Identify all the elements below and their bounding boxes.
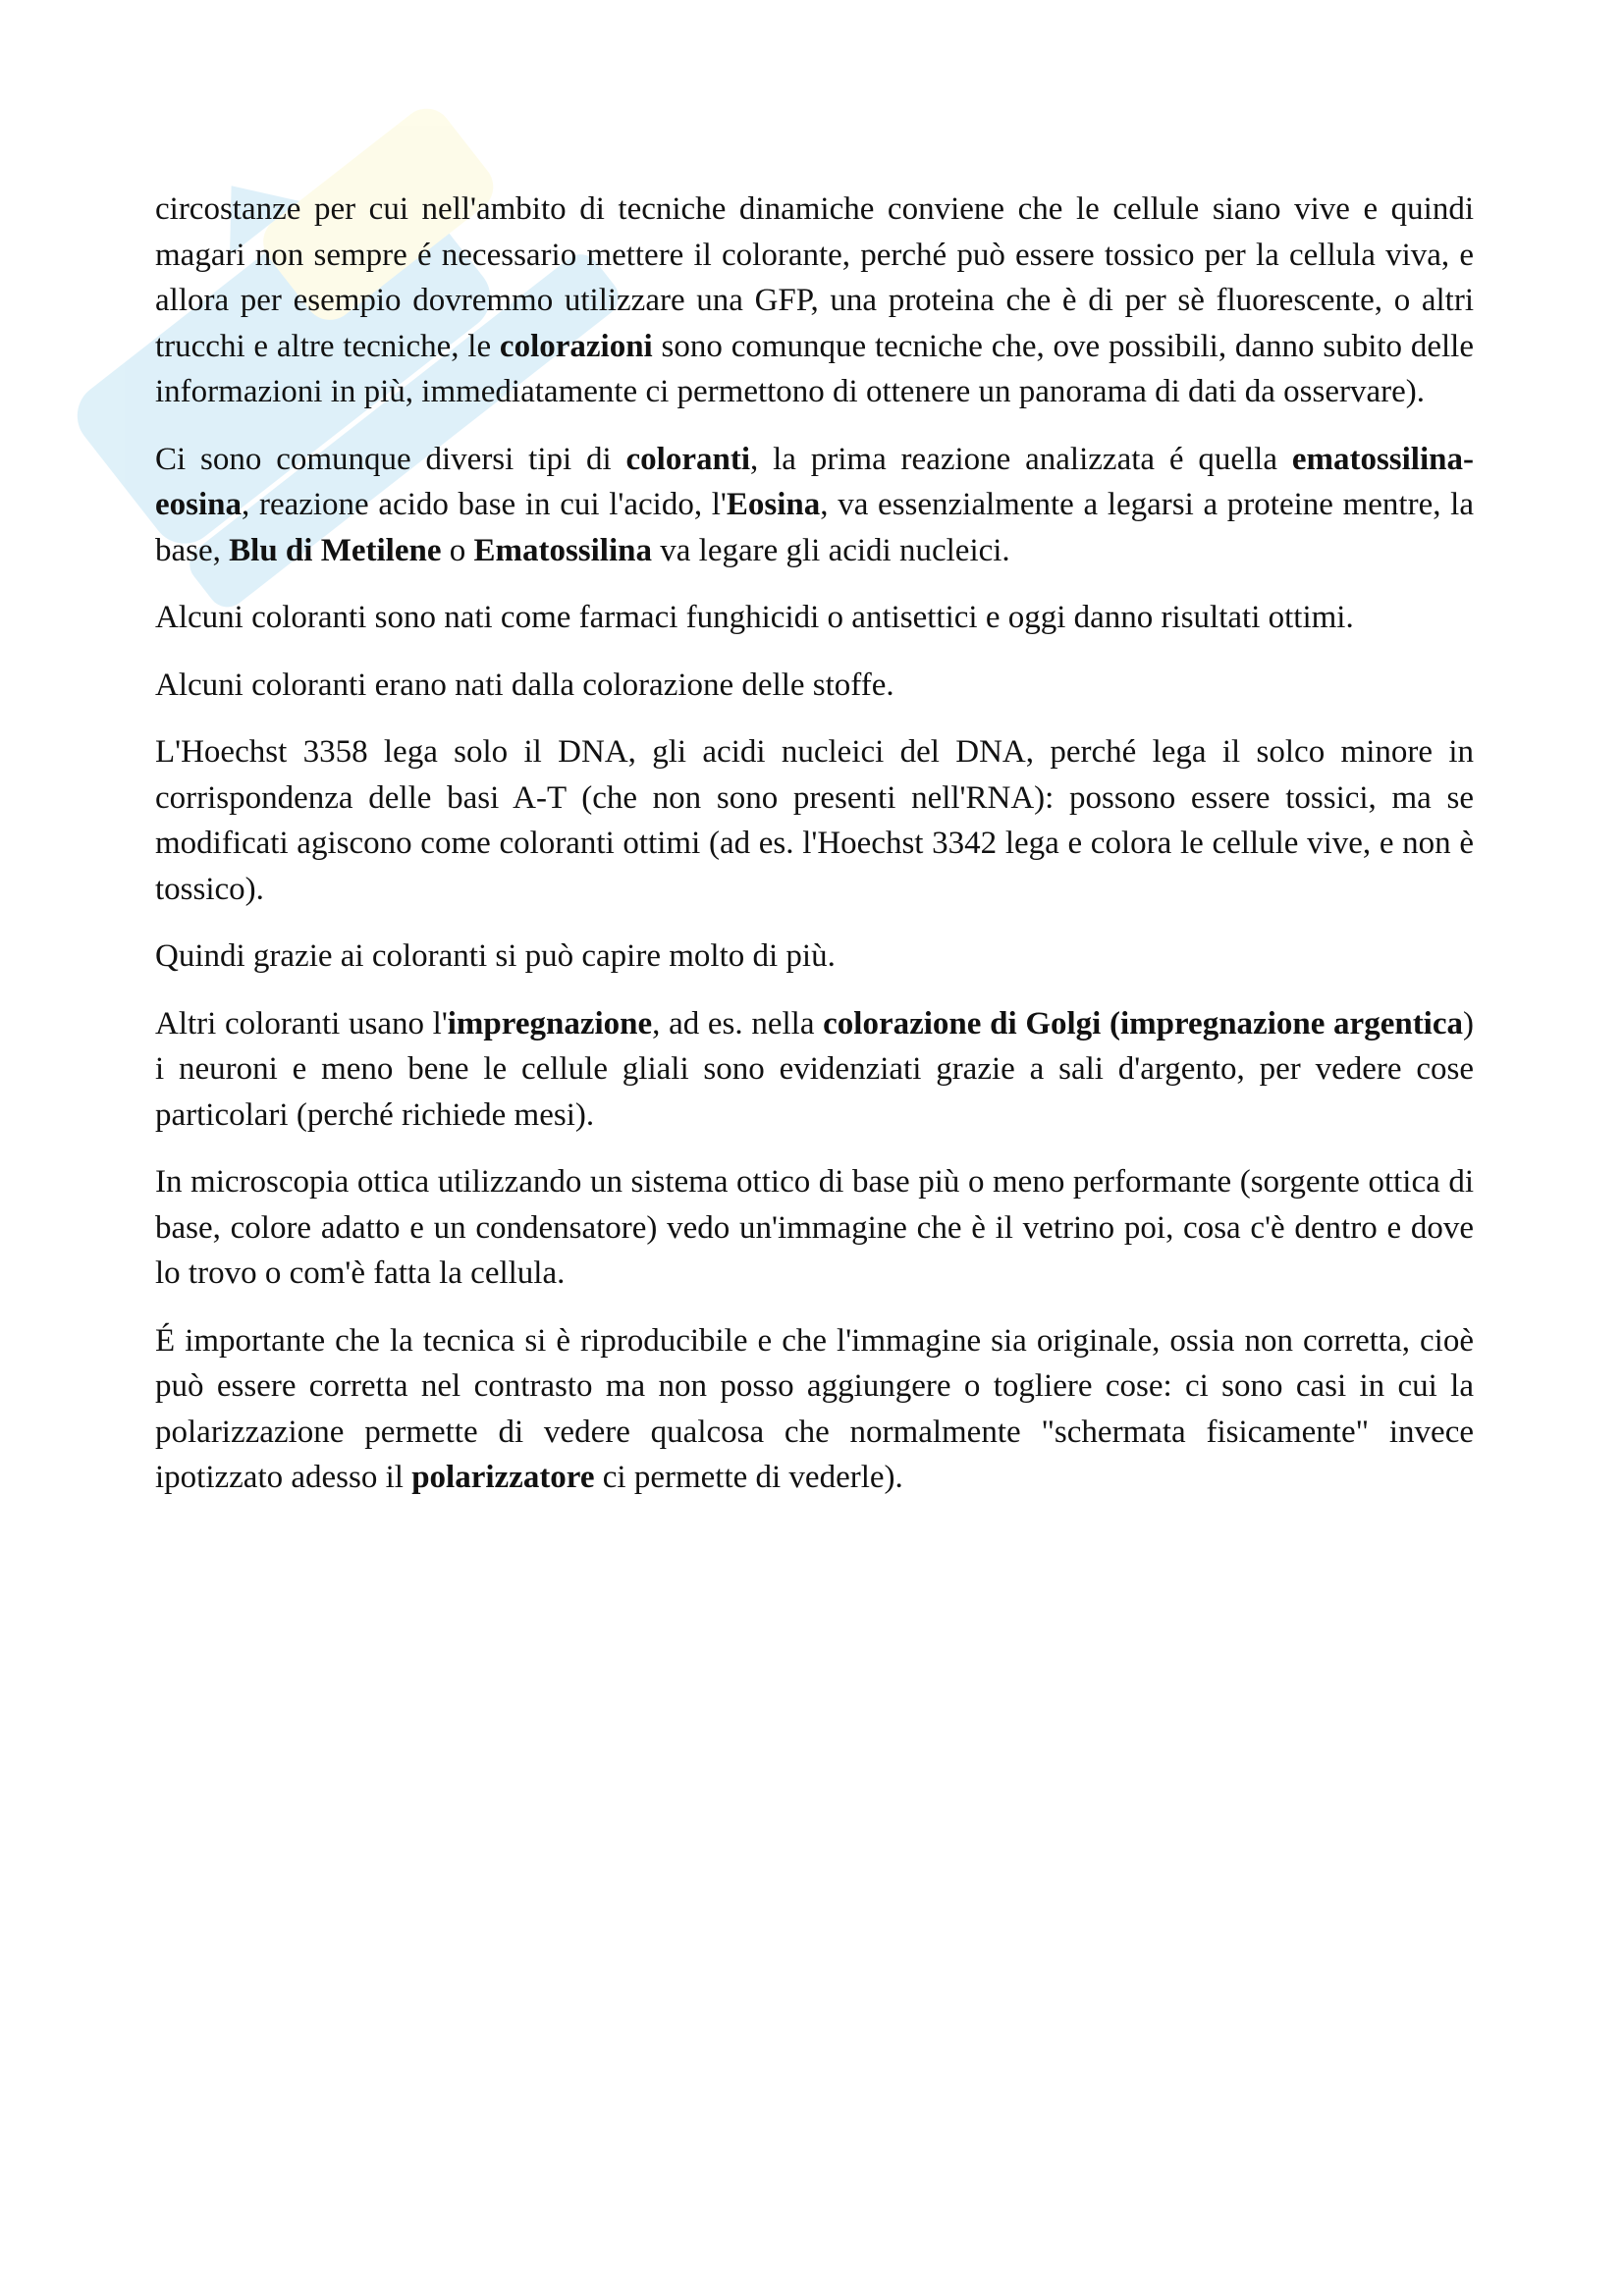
text-segment: L'Hoechst 3358 lega solo il DNA, gli acidi nucleici del DNA, perché lega il solco minore in corrispondenza delle basi A-T (che non sono presenti nell'RNA): possono essere tossici, ma se modificati agiscono come coloranti ottimi (ad es. l'Hoechst 3342 lega e colora le cellule vive, e non è tossico). <box>155 734 1474 907</box>
text-segment: Ci sono comunque diversi tipi di <box>155 441 626 477</box>
bold-term: ematossilina-eosina <box>155 441 1474 522</box>
paragraph <box>155 437 1474 574</box>
bold-term: colorazioni <box>499 328 653 364</box>
bold-term: coloranti <box>625 441 750 477</box>
text-segment: Alcuni coloranti erano nati dalla colorazione delle stoffe. <box>155 667 894 703</box>
text-segment: , la prima reazione analizzata é quella <box>750 441 1292 477</box>
paragraph <box>155 595 1474 641</box>
text-segment: É importante che la tecnica si è riproducibile e che l'immagine sia originale, ossia non corretta, cioè può essere corretta nel contrasto ma non posso aggiungere o togliere cose: ci sono casi in cui la polarizzazione permette di vedere qualcosa che normalmente "schermata fisicamente" invece ipotizzato adesso il <box>155 1322 1474 1495</box>
text-segment: , reazione acido base in cui l'acido, l' <box>242 487 727 522</box>
paragraph <box>155 934 1474 980</box>
text-segment: Alcuni coloranti sono nati come farmaci funghicidi o antisettici e oggi danno risultati ottimi. <box>155 600 1354 635</box>
bold-term: impregnazione <box>447 1005 653 1041</box>
paragraph <box>155 663 1474 709</box>
text-segment: va legare gli acidi nucleici. <box>652 532 1010 568</box>
text-segment: sono comunque tecniche che, ove possibili, danno subito delle informazioni in più, immediatamente ci permettono di ottenere un panorama di dati da osservare). <box>155 328 1474 409</box>
bold-term: colorazione di Golgi (impregnazione argentica <box>823 1005 1464 1041</box>
paragraph <box>155 187 1474 415</box>
text-segment: , va essenzialmente a legarsi a proteine mentre, la base, <box>155 487 1474 568</box>
document-body <box>155 187 1474 1522</box>
bold-term: Eosina <box>726 487 821 522</box>
paragraph <box>155 1001 1474 1139</box>
paragraph <box>155 1159 1474 1297</box>
paragraph <box>155 1318 1474 1501</box>
text-segment: , ad es. nella <box>652 1005 824 1041</box>
text-segment: Altri coloranti usano l' <box>155 1005 448 1041</box>
text-segment: ci permette di vederle). <box>594 1460 903 1495</box>
text-segment: o <box>441 532 474 568</box>
text-segment: ) i neuroni e meno bene le cellule gliali sono evidenziati grazie a sali d'argento, per vedere cose particolari (perché richiede mesi). <box>155 1005 1475 1133</box>
text-segment: Quindi grazie ai coloranti si può capire molto di più. <box>155 938 836 974</box>
paragraph <box>155 729 1474 912</box>
text-segment: circostanze per cui nell'ambito di tecniche dinamiche conviene che le cellule siano vive e quindi magari non sempre é necessario mettere il colorante, perché può essere tossico per la cellula viva, e allora per esempio dovremmo utilizzare una GFP, una proteina che è di per sè fluorescente, o altri trucchi e altre tecniche, le <box>155 191 1474 364</box>
bold-term: polarizzatore <box>411 1460 595 1495</box>
bold-term: Blu di Metilene <box>229 532 442 568</box>
bold-term: Ematossilina <box>473 532 653 568</box>
text-segment: In microscopia ottica utilizzando un sistema ottico di base più o meno performante (sorgente ottica di base, colore adatto e un condensatore) vedo un'immagine che è il vetrino poi, cosa c'è dentro e dove lo trovo o com'è fatta la cellula. <box>155 1164 1474 1291</box>
